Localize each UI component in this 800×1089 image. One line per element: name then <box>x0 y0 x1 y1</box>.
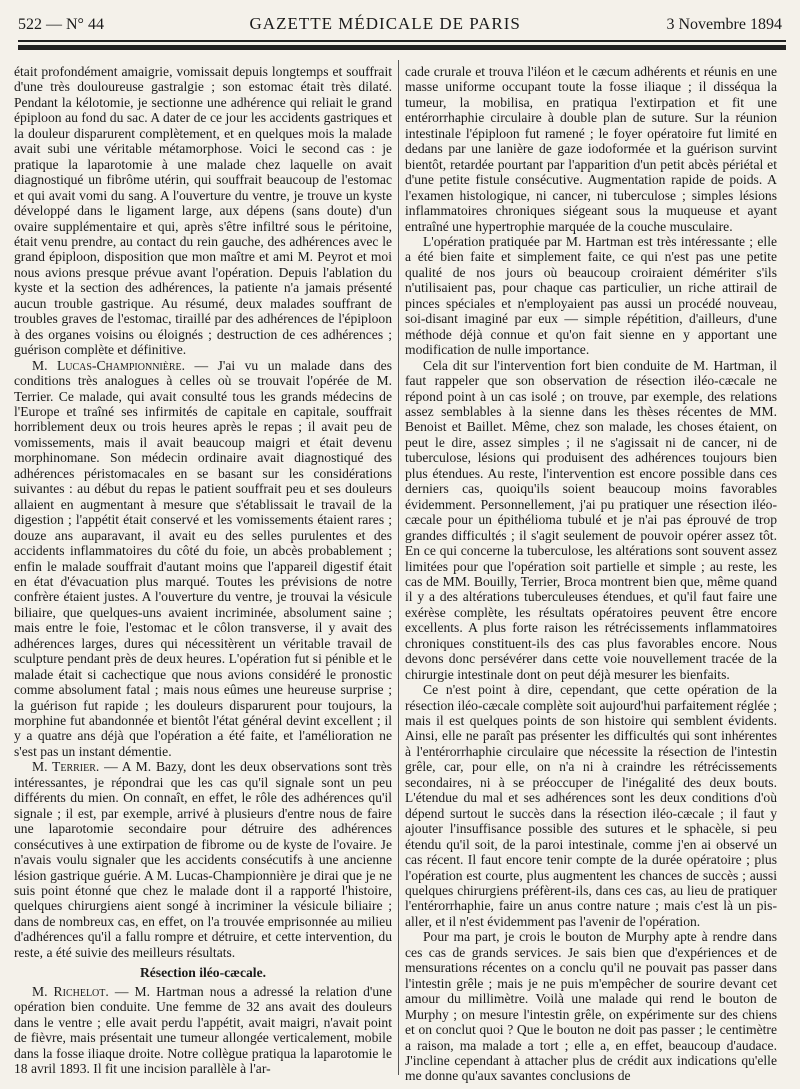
section-heading: Résection iléo-cæcale. <box>139 965 267 981</box>
paragraph <box>14 984 392 1077</box>
page-number: 522 — N° 44 <box>18 16 104 33</box>
journal-title: GAZETTE MÉDICALE DE PARIS <box>249 14 521 33</box>
speaker-name: M. Richelot. <box>32 983 109 999</box>
left-column <box>14 64 392 1076</box>
speaker-name: M. Terrier. <box>32 759 100 775</box>
paragraph: cade crurale et trouva l'iléon et le cæcum adhérents et réunis en une masse uniforme occupant toute la fosse iliaque ; il disséqua la tumeur, la mobilisa, en pratiqua l'extirpation et fit une entérorrhaphie circulaire à double plan de suture. Sur la réunion intestinale l'épiploon fut ramené ; le foyer opératoire fut limité en dedans par une lanière de gaze iodoformée et la guérison survint bientôt, retardée pourtant par l'apparition d'un petit abcès périétal et d'une petite fistule consécutive. Augmentation rapide de poids. A l'examen histologique, ni cancer, ni tuberculose ; simples lésions inflammatoires chroniques siégeant sous la muqueuse et ayant entraîné une hypertrophie marquée de la couche musculaire. <box>405 64 777 234</box>
column-divider <box>398 60 399 1075</box>
right-column <box>405 64 777 1084</box>
header-rule-thick <box>18 45 786 50</box>
paragraph <box>14 358 392 760</box>
header-rule-thin <box>18 40 786 42</box>
speaker-name: M. Lucas-Championnière. <box>32 357 186 373</box>
paragraph: Pour ma part, je crois le bouton de Murphy apte à rendre dans ces cas de grands services. Je sais bien que d'expériences et de mensurations récentes on a conclu qu'il ne pouvait pas passer dans l'intestin grêle ; mais je ne puis m'empêcher de sourire devant cet amour du millimètre. Voilà une malade qui rend le bouton de Murphy ; on mesure l'intestin grêle, on expérimente sur des chiens et on conclut quoi ? Que le bouton ne doit pas passer ; le centimètre a raison, ma malade a tort ; elle a, en effet, beaucoup d'audace. J'incline cependant à attacher plus de crédit aux indications qu'elle me donne qu'aux savantes conclusions de <box>405 929 777 1084</box>
paragraph-text: — J'ai vu un malade dans des conditions très analogues à celles où se trouvait l'opérée de M. Terrier. Ce malade, qui avait consulté tous les grands médecins de l'Europe et traîné ses infirmités de capitale en capitale, souffrait horriblement deux ou trois heures après le repas ; il avait peu de vomissements, mais il avait beaucoup maigri et était devenu morphinomane. Son médecin ordinaire avait diagnostiqué des adhérences péristomacales en se basant sur les considérations suivantes : au début du repas le patient souffrait peu et ses douleurs allaient en augmentant à mesure que s'établissait le travail de la digestion ; l'appétit était conservé et les vomissements étaient rares ; douze ans auparavant, il avait eu des selles purulentes et des accidents inflammatoires du côté du foie, un abcès probablement ; enfin le malade souffrait d'autant moins que l'appareil digestif était en état d'évacuation plus marqué. Toutes les prévisions de notre confrère étaient justes. A l'ouverture du ventre, je trouvai la vésicule biliaire, que quelques-uns avaient incriminée, absolument saine ; mais entre le foie, l'estomac et le côlon transverse, il y avait des adhérences larges, dures qui nécessitèrent un véritable travail de sculpture pendant près de deux heures. L'opération fut si pénible et le malade était si cachectique que nous avions considéré le pronostic comme absolument fatal ; mais nous eûmes une heureuse surprise ; la guérison fut rapide ; les douleurs disparurent pour toujours, la morphine fut abandonnée et bientôt l'état général devint excellent ; il y a quatre ans déjà que l'opération a été faite, et l'amélioration ne s'est pas un instant démentie. <box>14 357 392 759</box>
paragraph: était profondément amaigrie, vomissait depuis longtemps et souffrait d'une très douloureuse gastralgie ; son estomac était très dilaté. Pendant la kélotomie, je sectionne une adhérence qui reliait le grand épiploon au fond du sac. A dater de ce jour les accidents gastriques et la douleur disparurent complètement, et en quelques mois la malade avait subi une véritable métamorphose. Voici le second cas : je pratique la laparotomie à une malade chez laquelle on avait diagnostiqué un fibrôme utérin, qui souffrait beaucoup de l'estomac et qui avait vomi du sang. A l'ouverture du ventre, je trouve un kyste développé dans le ligament large, aux dépens (sans doute) d'un ovaire supplémentaire et qui, après s'être infiltré sous le péritoine, était venu prendre, au contact du rein gauche, des adhérences avec le grand épiploon, disposition que mon maître et ami M. Peyrot et moi nous avions presque prévue avant l'opération. Depuis l'ablation du kyste et la section des adhérences, la patiente n'a jamais présenté aucun trouble gastrique. Au résumé, deux malades souffrant de troubles graves de l'estomac, tiraillé par des adhérences de l'épiploon à des organes voisins ou éloignés ; destruction de ces adhérences ; guérison complète et définitive. <box>14 64 392 358</box>
page-header <box>18 14 782 38</box>
paragraph-text: — A M. Bazy, dont les deux observations sont très intéressantes, je répondrai que les cas qu'il signale sont un peu différents du mien. On connaît, en effet, le rôle des adhérences qu'il signale ; il est, par exemple, arrivé à plusieurs d'entre nous de faire une laparotomie secondaire pour détruire des adhérences consécutives à une extirpation de fibrome ou de kyste de l'ovaire. Je n'avais voulu signaler que les accidents consécutifs à une ancienne lésion gastrique guérie. A M. Lucas-Championnière je dirai que je ne suis point étonné que chez le malade dont il a rapporté l'histoire, quelques chirurgiens aient songé à incriminer la vésicule biliaire ; dans de nombreux cas, en effet, on l'a trouvée emprisonnée au milieu d'adhérences qu'il a fallu rompre et détruire, et cette intervention, du reste, a été suivie des meilleurs résultats. <box>14 759 392 960</box>
paragraph <box>14 759 392 960</box>
paragraph-text: — M. Hartman nous a adressé la relation d'une opération bien conduite. Une femme de 32 ans avait des douleurs dans le ventre ; elle avait perdu l'appétit, avait maigri, n'avait point de fièvre, mais présentait une tumeur allongée verticalement, mobile dans la fosse iliaque droite. Notre collègue pratiqua la laparotomie le 18 avril 1893. Il fit une incision parallèle à l'ar- <box>14 983 392 1076</box>
paragraph: Ce n'est point à dire, cependant, que cette opération de la résection iléo-cæcale complète soit aujourd'hui parfaitement réglée ; mais il est quelques points de son histoire qui semblent évidents. Ainsi, elle ne paraît pas présenter les difficultés qui sont inhérentes à l'entérorrhaphie circulaire que nécessite la résection de l'intestin grêle, car, pour elle, on n'a ni à craindre les rétrécissements secondaires, ni à se préoccuper de l'inégalité des deux bouts. L'étendue du mal et ses adhérences sont les deux conditions d'où dépend surtout le succès dans la résection iléo-cæcale ; il faut y ajouter l'insuffisance possible des sutures et le sphacèle, si peu étendu qu'il soit, de la paroi intestinale, comme j'en ai observé un cas récent. Il faut encore tenir compte de la durée opératoire ; plus l'opération est courte, plus augmentent les chances de succès ; aussi quelques chirurgiens préfèrent-ils, dans ces cas, au lieu de pratiquer l'entérorrhaphie, faire un anus contre nature ; mais c'est là un pis-aller, et il n'est évidemment pas l'avenir de l'opération. <box>405 682 777 929</box>
issue-date: 3 Novembre 1894 <box>666 16 782 33</box>
paragraph: Cela dit sur l'intervention fort bien conduite de M. Hartman, il faut rappeler que son observation de résection iléo-cæcale ne répond point à un cas isolé ; on trouve, par exemple, des relations assez semblables à la sienne dans les thèses récentes de MM. Benoist et Baillet. Même, chez son malade, les choses étaient, on peut le dire, assez simples ; il ne s'agissait ni de cancer, ni de tuberculose, lésions qui produisent des adhérences toujours bien plus étendues. Au reste, l'intervention est encore possible dans ces derniers cas, quoiqu'ils soient beaucoup moins favorables évidemment. Personnellement, j'ai pu pratiquer une résection iléo-cæcale pour un épithélioma tubulé et je n'ai pas éprouvé de trop grandes difficultés ; il s'agit seulement de pouvoir opérer assez tôt. En ce qui concerne la tuberculose, les altérations sont souvent assez limitées pour que l'opération soit partielle et simple ; au reste, les cas de MM. Bouilly, Terrier, Broca montrent bien que, même quand il y a des altérations tuberculeuses étendues, et qu'il faut faire une exérèse complète, les résultats opératoires peuvent être encore excellents. A plus forte raison les rétrécissements inflammatoires chroniques constituent-ils des cas plus favorables encore. Nous devons donc persévérer dans cette voie nouvellement tracée de la chirurgie intestinale dont on peut déjà mesurer les bienfaits. <box>405 357 777 682</box>
paragraph: L'opération pratiquée par M. Hartman est très intéressante ; elle a été bien faite et simplement faite, ce qui n'est pas une petite qualité de nos jours où beaucoup croiraient démériter s'ils n'utilisaient pas, pour chaque cas particulier, un riche attirail de pinces spéciales et n'employaient pas aussi un procédé nouveau, soi-disant imaginé par eux — simple répétition, d'ailleurs, d'une méthode déjà connue et qu'on fait sienne en y apportant une modification de nulle importance. <box>405 233 777 358</box>
